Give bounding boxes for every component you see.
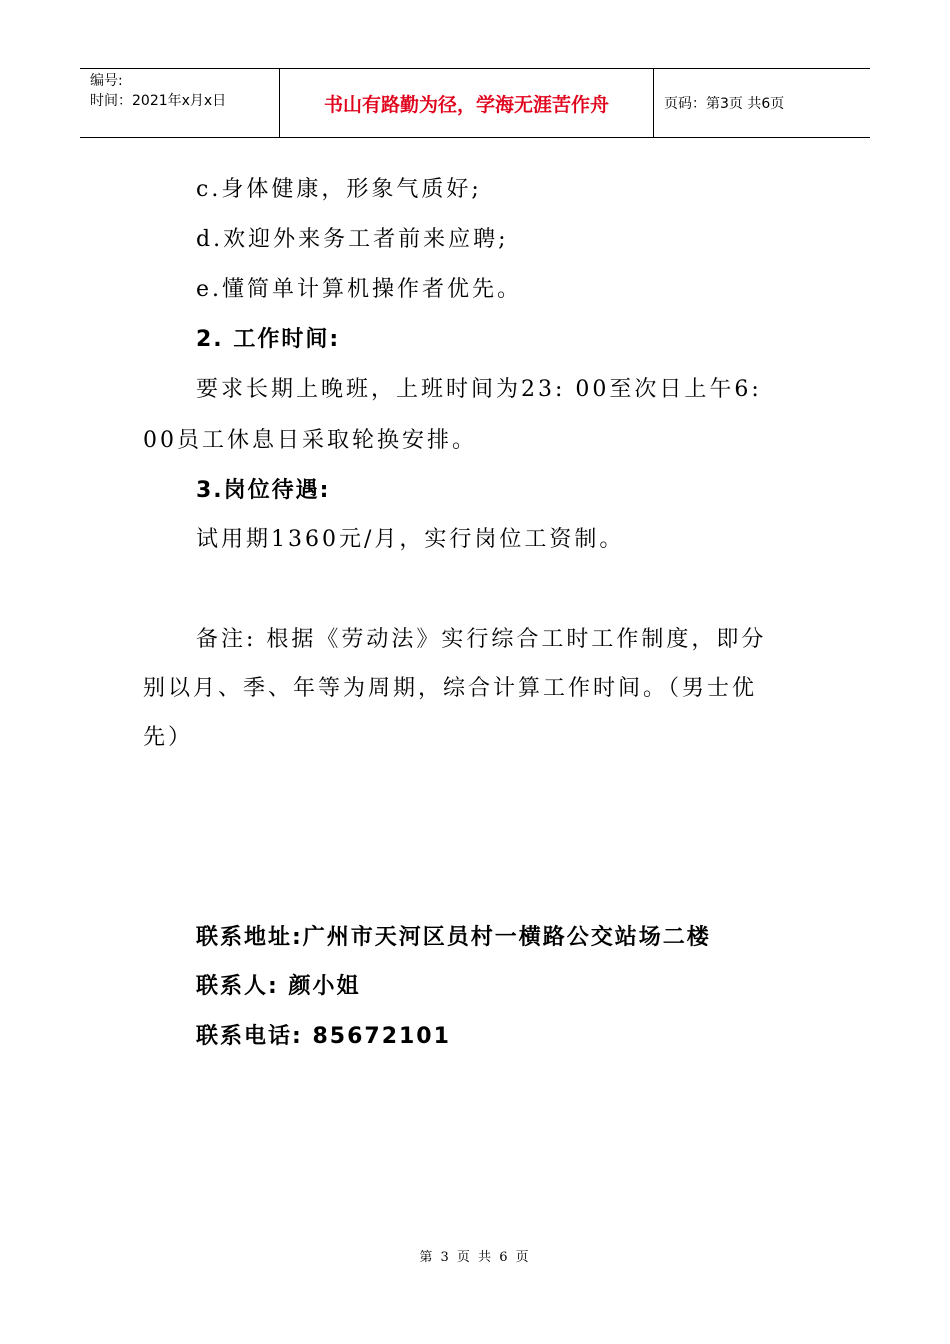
note-line1: 备注: 根据《劳动法》实行综合工时工作制度，即分 <box>196 627 767 652</box>
requirement-item-d: d.欢迎外来务工者前来应聘; <box>196 227 509 252</box>
document-number-label: 编号: <box>90 73 123 89</box>
header-meta <box>80 69 280 137</box>
work-time-text-line1: 要求长期上晚班，上班时间为23: 00至次日上午6: <box>196 377 762 402</box>
requirement-item-c: c.身体健康，形象气质好; <box>196 177 482 202</box>
work-time-text-line2: 00员工休息日采取轮换安排。 <box>143 428 477 453</box>
page-header <box>80 68 870 138</box>
note-line2: 别以月、季、年等为周期，综合计算工作时间。（男士优 <box>143 676 758 701</box>
contact-person: 联系人: 颜小姐 <box>196 974 361 999</box>
contact-address: 联系地址:广州市天河区员村一横路公交站场二楼 <box>196 925 711 950</box>
document-date: 时间：2021年x月x日 <box>90 93 227 109</box>
page-footer: 第 3 页 共 6 页 <box>419 1250 531 1265</box>
requirement-item-e: e.懂简单计算机操作者优先。 <box>196 277 523 302</box>
salary-heading: 3.岗位待遇: <box>196 478 331 503</box>
header-motto: 书山有路勤为径，学海无涯苦作舟 <box>280 69 654 137</box>
salary-text: 试用期1360元/月，实行岗位工资制。 <box>196 527 625 552</box>
contact-phone: 联系电话: 85672101 <box>196 1024 451 1049</box>
note-line3: 先） <box>143 725 194 750</box>
work-time-heading: 2. 工作时间: <box>196 327 341 352</box>
header-page-info: 页码：第3页 共6页 <box>664 96 785 112</box>
